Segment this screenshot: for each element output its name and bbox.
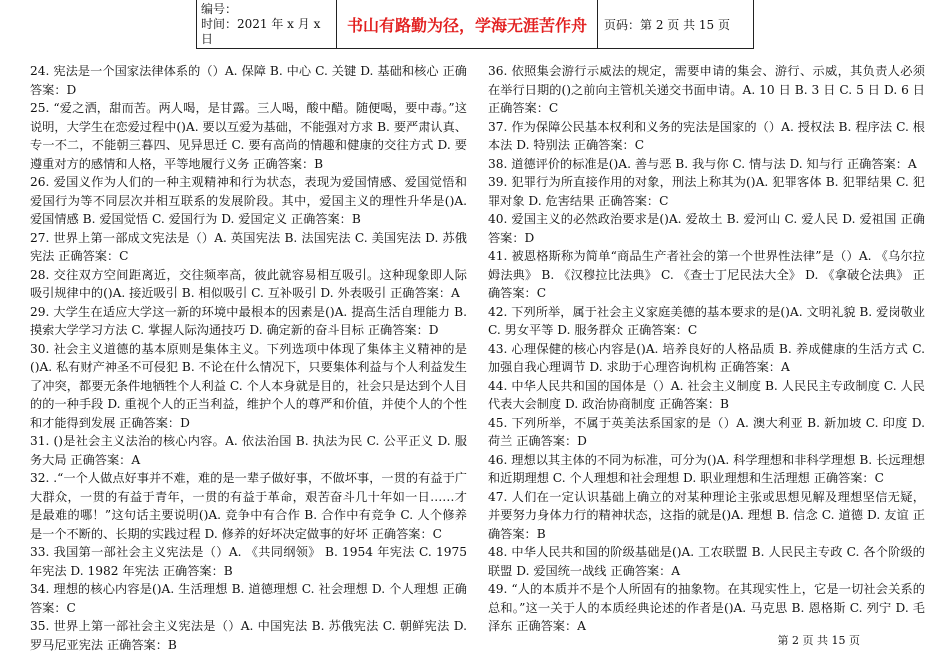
header-meta (197, 0, 337, 48)
question-45: 45. 下列所举，不属于英美法系国家的是（）A. 澳大利亚 B. 新加坡 C. 印度 D. 荷兰 正确答案：D (488, 415, 925, 448)
time-label: 时间：2021 年 x 月 x 日 (201, 17, 321, 46)
question-26: 26. 爱国义作为人们的一种主观精神和行为状态，表现为爱国情感、爱国觉悟和爱国行为等不同层次并相互联系的发展阶段。其中，爱国主义的理性升华是()A. 爱国情感 B. 爱国觉悟 C. 爱国行为 D. 爱国定义 正确答案：B (30, 175, 467, 226)
question-47: 47. 人们在一定认识基础上确立的对某种理论主张或思想见解及理想坚信无疑，并要努力身体力行的精神状态，这指的就是()A. 理想 B. 信念 C. 道德 D. 友谊 正确答案：B (488, 489, 925, 541)
right-column (488, 62, 925, 636)
left-column (30, 62, 467, 654)
question-25: 25. “爱之洒，甜而苦。两人喝，是甘露。三人喝，酸中醋。随便喝，要中毒。”这说明，大学生在恋爱过程中()A. 要以互爱为基础，不能强对方求 B. 要严肃认真、专一不二，不能朝三暮四、见异思迁 C. 要有高尚的情趣和健康的交往方式 D. 要遵重对方的感情和人格，平等地履行义务 正确答案：B (30, 101, 467, 171)
question-28: 28. 交往双方空间距离近，交往频率高，彼此就容易相互吸引。这种现象即人际吸引规律中的()A. 接近吸引 B. 相似吸引 C. 互补吸引 D. 外表吸引 正确答案：A (30, 267, 467, 300)
question-32: 32. .“一个人做点好事并不难，难的是一辈子做好事，不做坏事，一贯的有益于广大群众，一贯的有益于青年，一贯的有益于革命，艰苦奋斗几十年如一日……才是最难的哪！”这句话主要说明()A. 竞争中有合作 B. 合作中有竞争 C. 人个修养是一个不断的、长期的实践过程 D. 修养的好坏决定做事的好坏 正确答案：C (30, 471, 467, 541)
question-49: 49. “人的本质并不是个人所固有的抽象物。在其现实性上，它是一切社会关系的总和。”这一关于人的本质经典论述的作者是()A. 马克思 B. 恩格斯 C. 列宁 D. 毛泽东 正确答案：A (488, 582, 925, 633)
question-43: 43. 心理保健的核心内容是()A. 培养良好的人格品质 B. 养成健康的生活方式 C. 加强自我心理调节 D. 求助于心理咨询机构 正确答案：A (488, 341, 925, 374)
question-46: 46. 理想以其主体的不同为标准，可分为()A. 科学理想和非科学理想 B. 长远理想和近期理想 C. 个人理想和社会理想 D. 职业理想和生活理想 正确答案：C (488, 452, 925, 485)
question-33: 33. 我国第一部社会主义宪法是（）A. 《共同纲领》 B. 1954 年宪法 C. 1975 年宪法 D. 1982 年宪法 正确答案：B (30, 545, 467, 578)
question-35: 35. 世界上第一部社会主义宪法是（）A. 中国宪法 B. 苏俄宪法 C. 朝鲜宪法 D. 罗马尼亚宪法 正确答案：B (30, 619, 467, 652)
question-34: 34. 理想的核心内容是()A. 生活理想 B. 道德理想 C. 社会理想 D. 个人理想 正确答案：C (30, 582, 467, 615)
question-48: 48. 中华人民共和国的阶级基础是()A. 工农联盟 B. 人民民主专政 C. 各个阶级的联盟 D. 爱国统一战线 正确答案：A (488, 545, 925, 578)
question-40: 40. 爱国主义的必然政治要求是()A. 爱故土 B. 爱河山 C. 爱人民 D. 爱祖国 正确答案：D (488, 212, 925, 245)
question-30: 30. 社会主义道德的基本原则是集体主义。下列选项中体现了集体主义精神的是()A. 私有财产神圣不可侵犯 B. 不论在什么情况下，只要集体利益与个人利益发生了冲突，都要无条件地牺牲个人利益 C. 个人本身就是目的，社会只是达到个人目的的一种手段 D. 重视个人的正当利益，维护个人的尊严和价值，并使个人的个性和才能得到发展 正确答案：D (30, 341, 467, 430)
question-29: 29. 大学生在适应大学这一新的环境中最根本的因素是()A. 提高生活自理能力 B. 摸索大学学习方法 C. 掌握人际沟通技巧 D. 确定新的奋斗目标 正确答案：D (30, 304, 467, 337)
question-27: 27. 世界上第一部成文宪法是（）A. 英国宪法 B. 法国宪法 C. 美国宪法 D. 苏俄宪法 正确答案：C (30, 230, 467, 263)
question-44: 44. 中华人民共和国的国体是（）A. 社会主义制度 B. 人民民主专政制度 C. 人民代表大会制度 D. 政治协商制度 正确答案：B (488, 378, 925, 411)
question-31: 31. ()是社会主义法治的核心内容。A. 依法治国 B. 执法为民 C. 公平正义 D. 服务大局 正确答案：A (30, 434, 467, 467)
page-header (196, 0, 754, 49)
page-footer: 第 2 页 共 15 页 (777, 634, 860, 647)
number-label: 编号： (201, 2, 238, 16)
question-36: 36. 依照集会游行示威法的规定，需要申请的集会、游行、示威，其负责人必须在举行日期的()之前向主管机关递交书面申请。A. 10 日 B. 3 日 C. 5 日 D. 6 日 正确答案：C (488, 64, 925, 115)
question-39: 39. 犯罪行为所直接作用的对象，刑法上称其为()A. 犯罪客体 B. 犯罪结果 C. 犯罪对象 D. 危害结果 正确答案：C (488, 175, 925, 208)
header-page-label: 页码：第 2 页 共 15 页 (604, 17, 730, 32)
question-42: 42. 下列所举，属于社会主义家庭美德的基本要求的是()A. 文明礼貌 B. 爱岗敬业 C. 男女平等 D. 服务群众 正确答案：C (488, 304, 925, 337)
question-24: 24. 宪法是一个国家法律体系的（）A. 保障 B. 中心 C. 关键 D. 基础和核心 正确答案：D (30, 64, 467, 97)
header-motto: 书山有路勤为径，学海无涯苦作舟 (337, 0, 598, 48)
question-38: 38. 道德评价的标准是()A. 善与恶 B. 我与你 C. 情与法 D. 知与行 正确答案：A (488, 156, 917, 171)
question-41: 41. 被恩格斯称为简单“商品生产者社会的第一个世界性法律”是（）A. 《乌尔拉姆法典》 B. 《汉穆拉比法典》 C. 《查士丁尼民法大全》 D. 《拿破仑法典》 正确答案：C (488, 249, 925, 300)
question-37: 37. 作为保障公民基本权利和义务的宪法是国家的（）A. 授权法 B. 程序法 C. 根本法 D. 特别法 正确答案：C (488, 119, 925, 152)
